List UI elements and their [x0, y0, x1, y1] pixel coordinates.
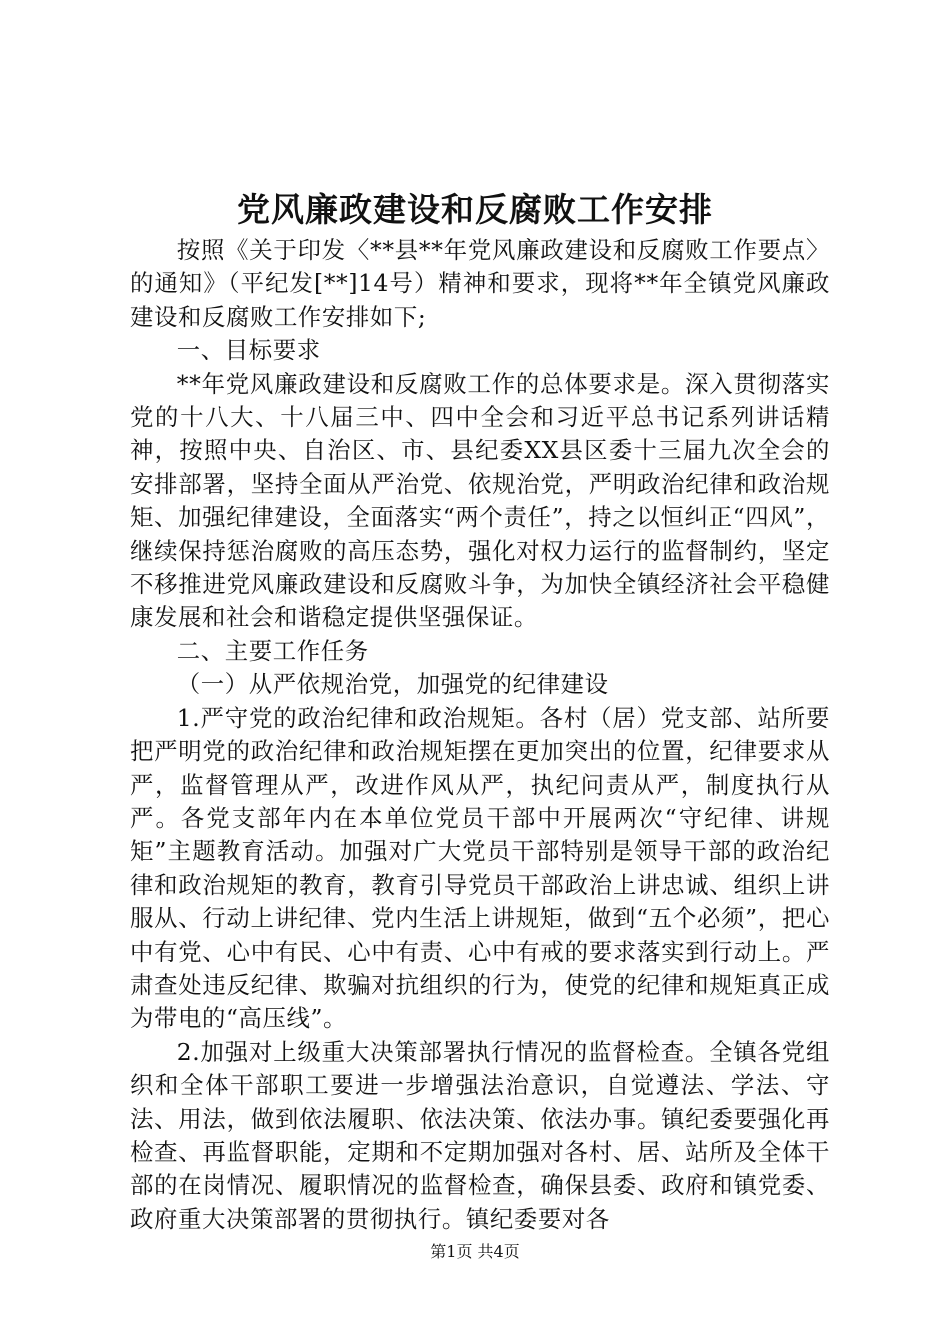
body-paragraph: **年党风廉政建设和反腐败工作的总体要求是。深入贯彻落实党的十八大、十八届三中、四中全会和习近平总书记系列讲话精神，按照中央、自治区、市、县纪委XX县区委十三届九次全会的安排部署，坚持全面从严治党、依规治党，严明政治纪律和政治规矩、加强纪律建设，全面落实“两个责任”，持之以恒纠正“四风”，继续保持惩治腐败的高压态势，强化对权力运行的监督制约，坚定不移推进党风廉政建设和反腐败斗争，为加快全镇经济社会平稳健康发展和社会和谐稳定提供坚强保证。 — [130, 369, 830, 632]
document-body — [130, 234, 830, 1236]
body-paragraph: 1.严守党的政治纪律和政治规矩。各村（居）党支部、站所要把严明党的政治纪律和政治规矩摆在更加突出的位置，纪律要求从严，监督管理从严，改进作风从严，执纪问责从严，制度执行从严。各党支部年内在本单位党员干部中开展两次“守纪律、讲规矩”主题教育活动。加强对广大党员干部特别是领导干部的政治纪律和政治规矩的教育，教育引导党员干部政治上讲忠诚、组织上讲服从、行动上讲纪律、党内生活上讲规矩，做到“五个必须”，把心中有党、心中有民、心中有责、心中有戒的要求落实到行动上。严肃查处违反纪律、欺骗对抗组织的行为，使党的纪律和规矩真正成为带电的“高压线”。 — [130, 703, 830, 1033]
body-paragraph: 2.加强对上级重大决策部署执行情况的监督检查。全镇各党组织和全体干部职工要进一步增强法治意识，自觉遵法、学法、守法、用法，做到依法履职、依法决策、依法办事。镇纪委要强化再检查、再监督职能，定期和不定期加强对各村、居、站所及全体干部的在岗情况、履职情况的监督检查，确保县委、政府和镇党委、政府重大决策部署的贯彻执行。镇纪委要对各 — [130, 1037, 830, 1233]
subsection-heading-1: （一）从严依规治党，加强党的纪律建设 — [176, 670, 609, 699]
document-title: 党风廉政建设和反腐败工作安排 — [237, 190, 713, 229]
page-footer: 第1页 共4页 — [430, 1242, 520, 1261]
section-heading-1: 一、目标要求 — [176, 336, 321, 365]
intro-paragraph: 按照《关于印发〈**县**年党风廉政建设和反腐败工作要点〉的通知》（平纪发[**]14号）精神和要求，现将**年全镇党风廉政建设和反腐败工作安排如下; — [130, 236, 830, 331]
section-heading-2: 二、主要工作任务 — [176, 636, 369, 665]
